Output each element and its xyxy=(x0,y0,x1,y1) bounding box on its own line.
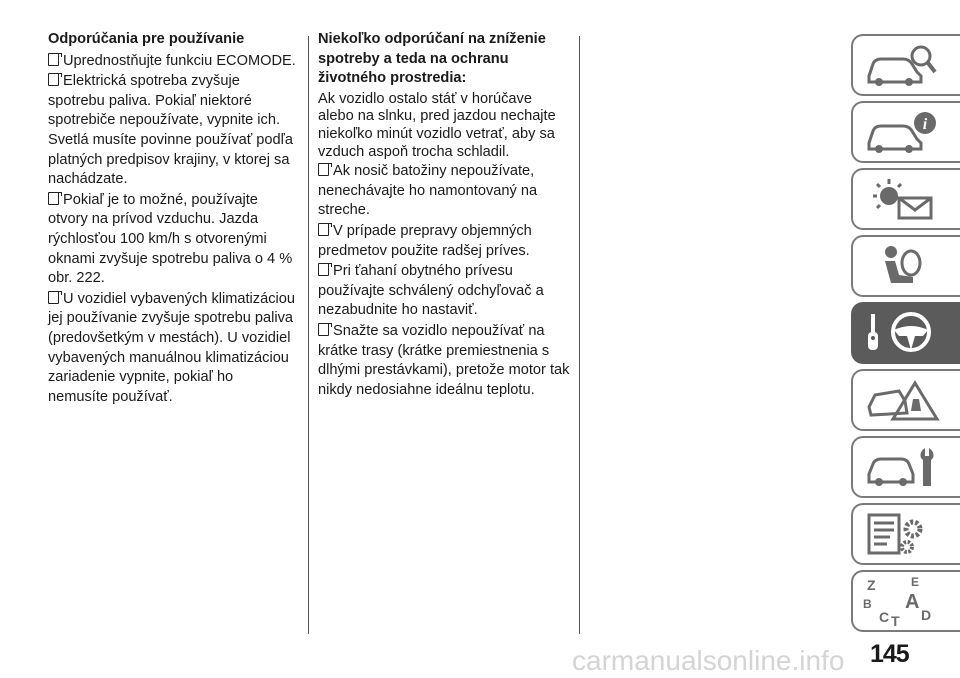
index-letter: C xyxy=(879,609,890,625)
tab-emergency[interactable] xyxy=(851,369,960,431)
middle-column xyxy=(318,30,570,401)
car-info-icon xyxy=(863,109,943,155)
bullet-item: Pokiaľ je to možné, používajte otvory na prívod vzduchu. Jazda rýchlosťou 100 km/h s otvorenými oknami zvyšuje spotrebu paliva o 4 % obr. 222. xyxy=(48,191,293,287)
tab-index[interactable] xyxy=(851,570,960,632)
column-divider xyxy=(308,36,309,634)
index-letter: Z xyxy=(867,577,876,593)
bullet-item: Uprednostňujte funkciu ECOMODE. xyxy=(48,52,296,72)
left-column xyxy=(48,30,296,408)
bullet-item: Ak nosič batožiny nepoužívate, nenechávajte ho namontovaný na streche. xyxy=(318,163,538,219)
section-heading: Niekoľko odporúčaní na zníženie spotreby a teda na ochranu životného prostredia: xyxy=(318,31,546,87)
checkbox-bullet-icon xyxy=(48,73,59,86)
checkbox-bullet-icon xyxy=(48,53,59,66)
page-number: 145 xyxy=(870,640,909,668)
watermark: carmanualsonline.info xyxy=(572,645,845,676)
checkbox-bullet-icon xyxy=(318,263,329,276)
index-letter: D xyxy=(921,607,932,623)
bullet-item: Pri ťahaní obytného prívesu používajte schválený odchyľovač a nezabudnite ho nastaviť. xyxy=(318,263,544,319)
car-magnifier-icon xyxy=(863,42,943,88)
tab-car-overview[interactable] xyxy=(851,34,960,96)
tab-technical-data[interactable] xyxy=(851,503,960,565)
tab-starting-driving[interactable] xyxy=(851,302,960,364)
intro-paragraph: Ak vozidlo ostalo stáť v horúčave alebo na slnku, pred jazdou nechajte niekoľko minút vozidlo vetrať, aby sa vzduch aspoň trocha schladil. xyxy=(318,90,556,160)
index-letter: E xyxy=(911,576,920,589)
tab-warning-lights[interactable] xyxy=(851,168,960,230)
bullet-item: Elektrická spotreba zvyšuje spotrebu paliva. Pokiaľ niektoré spotrebiče nepoužívate, vypnite ich. Svetlá musíte povinne používať podľa platných predpisov krajiny, v ktorej sa nachádzate. xyxy=(48,73,294,188)
key-steering-wheel-icon xyxy=(863,310,943,356)
checkbox-bullet-icon xyxy=(48,192,59,205)
airbag-passenger-icon xyxy=(863,243,943,289)
alphabet-index-icon xyxy=(863,576,943,626)
tab-maintenance[interactable] xyxy=(851,436,960,498)
column-divider xyxy=(579,36,580,634)
index-letter: B xyxy=(863,597,872,611)
list-gears-icon xyxy=(863,511,943,557)
checkbox-bullet-icon xyxy=(48,291,59,304)
checkbox-bullet-icon xyxy=(318,323,329,336)
warning-light-message-icon xyxy=(863,176,943,222)
tab-car-info[interactable] xyxy=(851,101,960,163)
car-wrench-icon xyxy=(863,444,943,490)
bullet-item: U vozidiel vybavených klimatizáciou jej používanie zvyšuje spotrebu paliva (predovšetkým v mestách). U vozidiel vybavených manuálnou klimatizáciou zariadenie vypnite, pokiaľ ho nemusíte používať. xyxy=(48,290,295,405)
index-letter: T xyxy=(891,613,900,626)
index-letter: A xyxy=(905,591,920,613)
car-accident-warning-icon xyxy=(863,377,943,423)
bullet-item: V prípade prepravy objemných predmetov použite radšej príves. xyxy=(318,222,532,259)
bullet-item: Snažte sa vozidlo nepoužívať na krátke trasy (krátke premiestnenia s dlhými prestávkami), pretože motor tak nikdy nedosiahne ideálnu teplotu. xyxy=(318,322,570,398)
section-heading: Odporúčania pre používanie xyxy=(48,31,245,47)
checkbox-bullet-icon xyxy=(318,223,329,236)
svg-text:i: i xyxy=(922,116,928,133)
tab-safety[interactable] xyxy=(851,235,960,297)
checkbox-bullet-icon xyxy=(318,163,329,176)
